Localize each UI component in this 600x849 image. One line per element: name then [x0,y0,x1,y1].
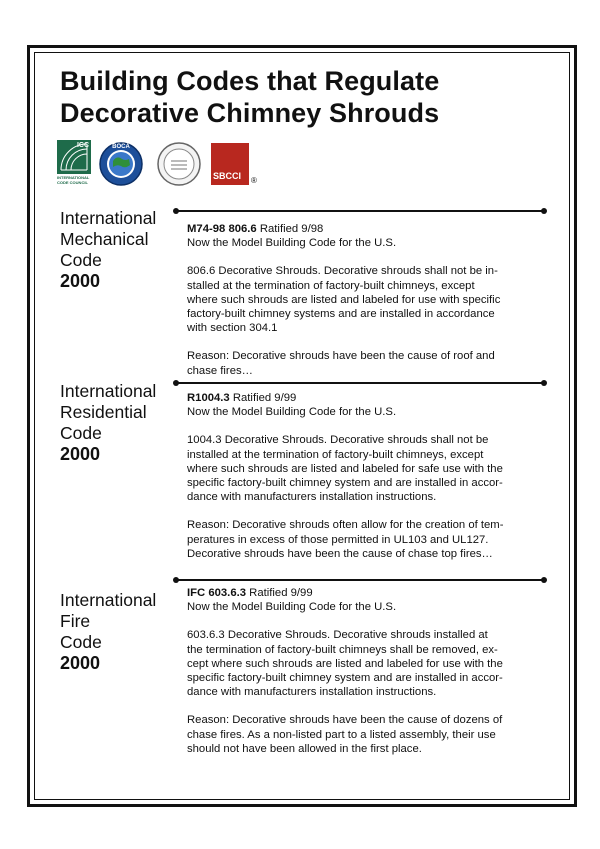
sbcci-registered-mark: ® [251,176,257,185]
model-code-note: Now the Model Building Code for the U.S. [187,601,397,614]
reason-line: chase fires. As a non-listed part to a listed assembly, their use [187,728,496,741]
code-paragraph [187,628,532,699]
reason-paragraph [187,349,532,377]
label-line: Residential [60,402,147,422]
section-body-residential [187,391,532,561]
paragraph-line: where such shrouds are listed and labeled for safe use with the [187,462,503,475]
label-line: International [60,590,157,610]
sbcci-mark-icon [211,143,249,185]
title-line-2: Decorative Chimney Shrouds [60,98,440,128]
paragraph-line: dance with manufacturers installation instructions. [187,686,437,699]
label-year: 2000 [60,653,101,673]
section-divider [176,210,544,212]
section-body-mechanical [187,222,532,378]
paragraph-line: specific factory-built chimney system and are installed in accor- [187,477,503,490]
ratified-date: Ratified 9/99 [229,392,297,404]
paragraph-line: 1004.3 Decorative Shrouds. Decorative shrouds shall not be [187,434,489,447]
code-reference [187,586,532,600]
reason-line: Reason: Decorative shrouds often allow for the creation of tem- [187,519,504,532]
reason-line: should not have been allowed in the first place. [187,742,422,755]
code-number: M74-98 806.6 [187,223,257,235]
reason-paragraph [187,518,532,561]
reason-line: Reason: Decorative shrouds have been the cause of dozens of [187,714,503,727]
label-line: Mechanical [60,229,149,249]
section-body-fire [187,586,532,756]
code-paragraph [187,264,532,335]
cabo-seal-logo [157,141,201,187]
sbcci-logo-text: SBCCI [213,171,242,181]
label-year: 2000 [60,271,101,291]
section-divider [176,382,544,384]
paragraph-line: installed at the termination of factory-built chimneys, except [187,448,484,461]
icc-mark-icon [57,140,91,174]
label-line: International [60,208,157,228]
code-reference [187,222,532,236]
reason-line: chase fires… [187,364,253,377]
code-paragraph [187,433,532,504]
sbcci-logo [211,143,259,187]
label-line: Code [60,632,102,652]
icc-logo [57,140,93,188]
paragraph-line: dance with manufacturers installation instructions. [187,491,437,504]
icc-logo-text: ICC [76,142,89,149]
ratified-date: Ratified 9/99 [246,587,313,599]
reason-line: peratures in excess of those permitted in UL103 and UL127. [187,533,489,546]
paragraph-line: cept where such shrouds are listed and labeled for use with the [187,657,503,670]
boca-logo-text: BOCA [112,144,130,150]
section-label-mechanical [60,208,170,292]
code-number: R1004.3 [187,392,230,404]
model-code-note: Now the Model Building Code for the U.S. [187,237,397,250]
label-year: 2000 [60,444,101,464]
code-reference [187,391,532,405]
page-title [60,65,560,129]
reason-line: Decorative shrouds have been the cause of chase top fires… [187,547,493,560]
label-line: International [60,381,157,401]
paragraph-line: factory-built chimney systems and are installed in accordance [187,308,495,321]
code-number: IFC 603.6.3 [187,587,247,599]
title-line-1: Building Codes that Regulate [60,66,440,96]
paragraph-line: with section 304.1 [187,322,278,335]
section-label-fire [60,590,170,674]
ratified-date: Ratified 9/98 [256,223,324,235]
boca-logo [99,139,143,189]
paragraph-line: specific factory-built chimney system and are installed in accor- [187,672,503,685]
section-label-residential [60,381,170,465]
section-divider [176,579,544,581]
model-code-note: Now the Model Building Code for the U.S. [187,406,397,419]
reason-paragraph [187,713,532,756]
reason-line: Reason: Decorative shrouds have been the cause of roof and [187,350,495,363]
paragraph-line: 603.6.3 Decorative Shrouds. Decorative shrouds installed at [187,629,488,642]
paragraph-line: where such shrouds are listed and labeled for use with specific [187,293,501,306]
label-line: Code [60,250,102,270]
paragraph-line: stalled at the termination of factory-built chimneys, except [187,279,475,292]
label-line: Fire [60,611,91,631]
label-line: Code [60,423,102,443]
paragraph-line: 806.6 Decorative Shrouds. Decorative shrouds shall not be in- [187,265,498,278]
paragraph-line: the termination of factory-built chimneys shall be removed, ex- [187,643,498,656]
icc-logo-caption: INTERNATIONAL CODE COUNCIL [57,175,90,185]
